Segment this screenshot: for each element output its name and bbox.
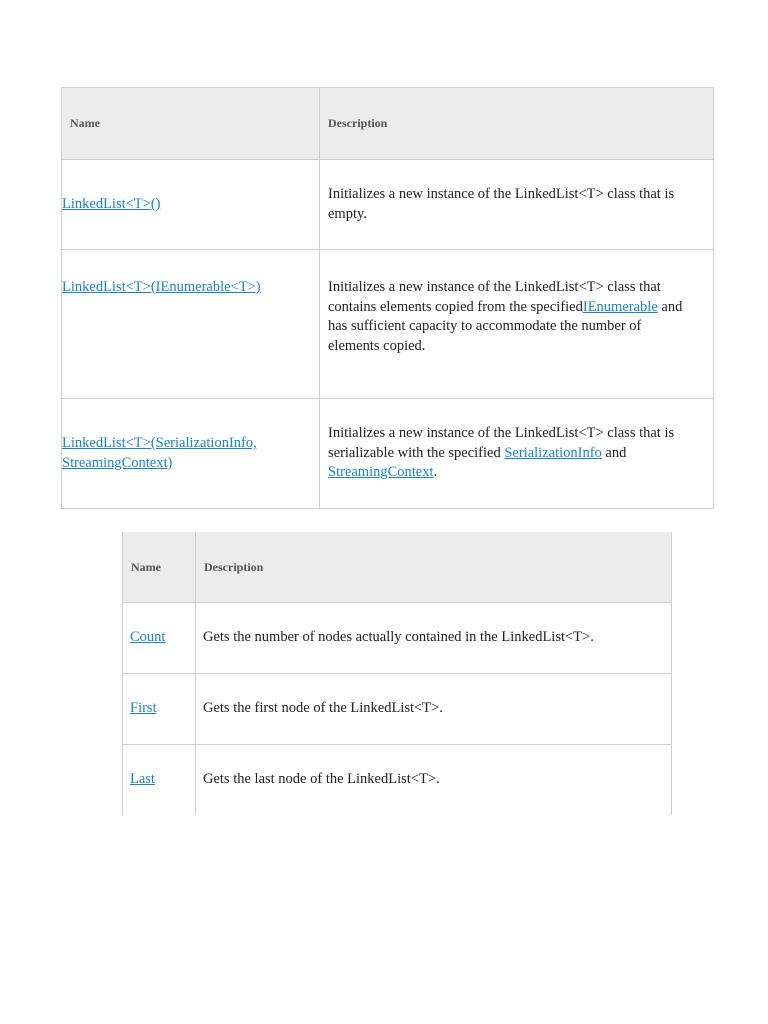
description-text: and [601,444,627,461]
constructors-table [61,87,714,509]
table-row [62,399,714,509]
table-header-row [123,532,672,603]
name-cell [62,160,320,250]
name-cell [123,603,196,674]
table-row [123,674,672,745]
column-header-description: Description [196,532,672,603]
table-row [62,250,714,399]
description-text: Initializes a new instance of the LinkedList<T> class that is serializable with the specified [328,425,675,461]
description-cell: Initializes a new instance of the LinkedList<T> class that is empty. [320,160,714,250]
name-cell [123,674,196,745]
constructor-link-default[interactable]: LinkedList<T>() [62,195,161,212]
description-text: . [433,464,438,481]
description-cell: Gets the first node of the LinkedList<T>. [196,674,672,745]
column-header-description: Description [320,88,714,160]
name-cell [62,399,320,509]
name-cell [62,250,320,399]
column-header-name: Name [62,88,320,160]
column-header-name: Name [123,532,196,603]
property-link-last[interactable]: Last [130,771,155,788]
table-row [123,603,672,674]
table-row [62,160,714,250]
constructor-link-ienumerable[interactable]: LinkedList<T>(IEnumerable<T>) [62,279,261,295]
description-cell: Gets the last node of the LinkedList<T>. [196,745,672,816]
description-cell: Gets the number of nodes actually contained in the LinkedList<T>. [196,603,672,674]
ienumerable-link[interactable]: IEnumerable [582,298,658,315]
streamingcontext-link[interactable]: StreamingContext [328,464,434,481]
serializationinfo-link[interactable]: SerializationInfo [504,444,602,461]
properties-table [122,532,672,815]
name-cell [123,745,196,816]
property-link-count[interactable]: Count [130,629,166,646]
description-text: and has sufficient capacity to accommodate the number of elements copied. [328,298,683,354]
table-header-row [62,88,714,160]
table-row [123,745,672,816]
description-cell [320,250,714,399]
description-cell [320,399,714,509]
description-text: Initializes a new instance of the LinkedList<T> class that contains elements copied from the specified [328,279,661,315]
property-link-first[interactable]: First [130,700,157,717]
constructor-link-serialization[interactable]: LinkedList<T>(SerializationInfo, StreamingContext) [62,435,257,471]
